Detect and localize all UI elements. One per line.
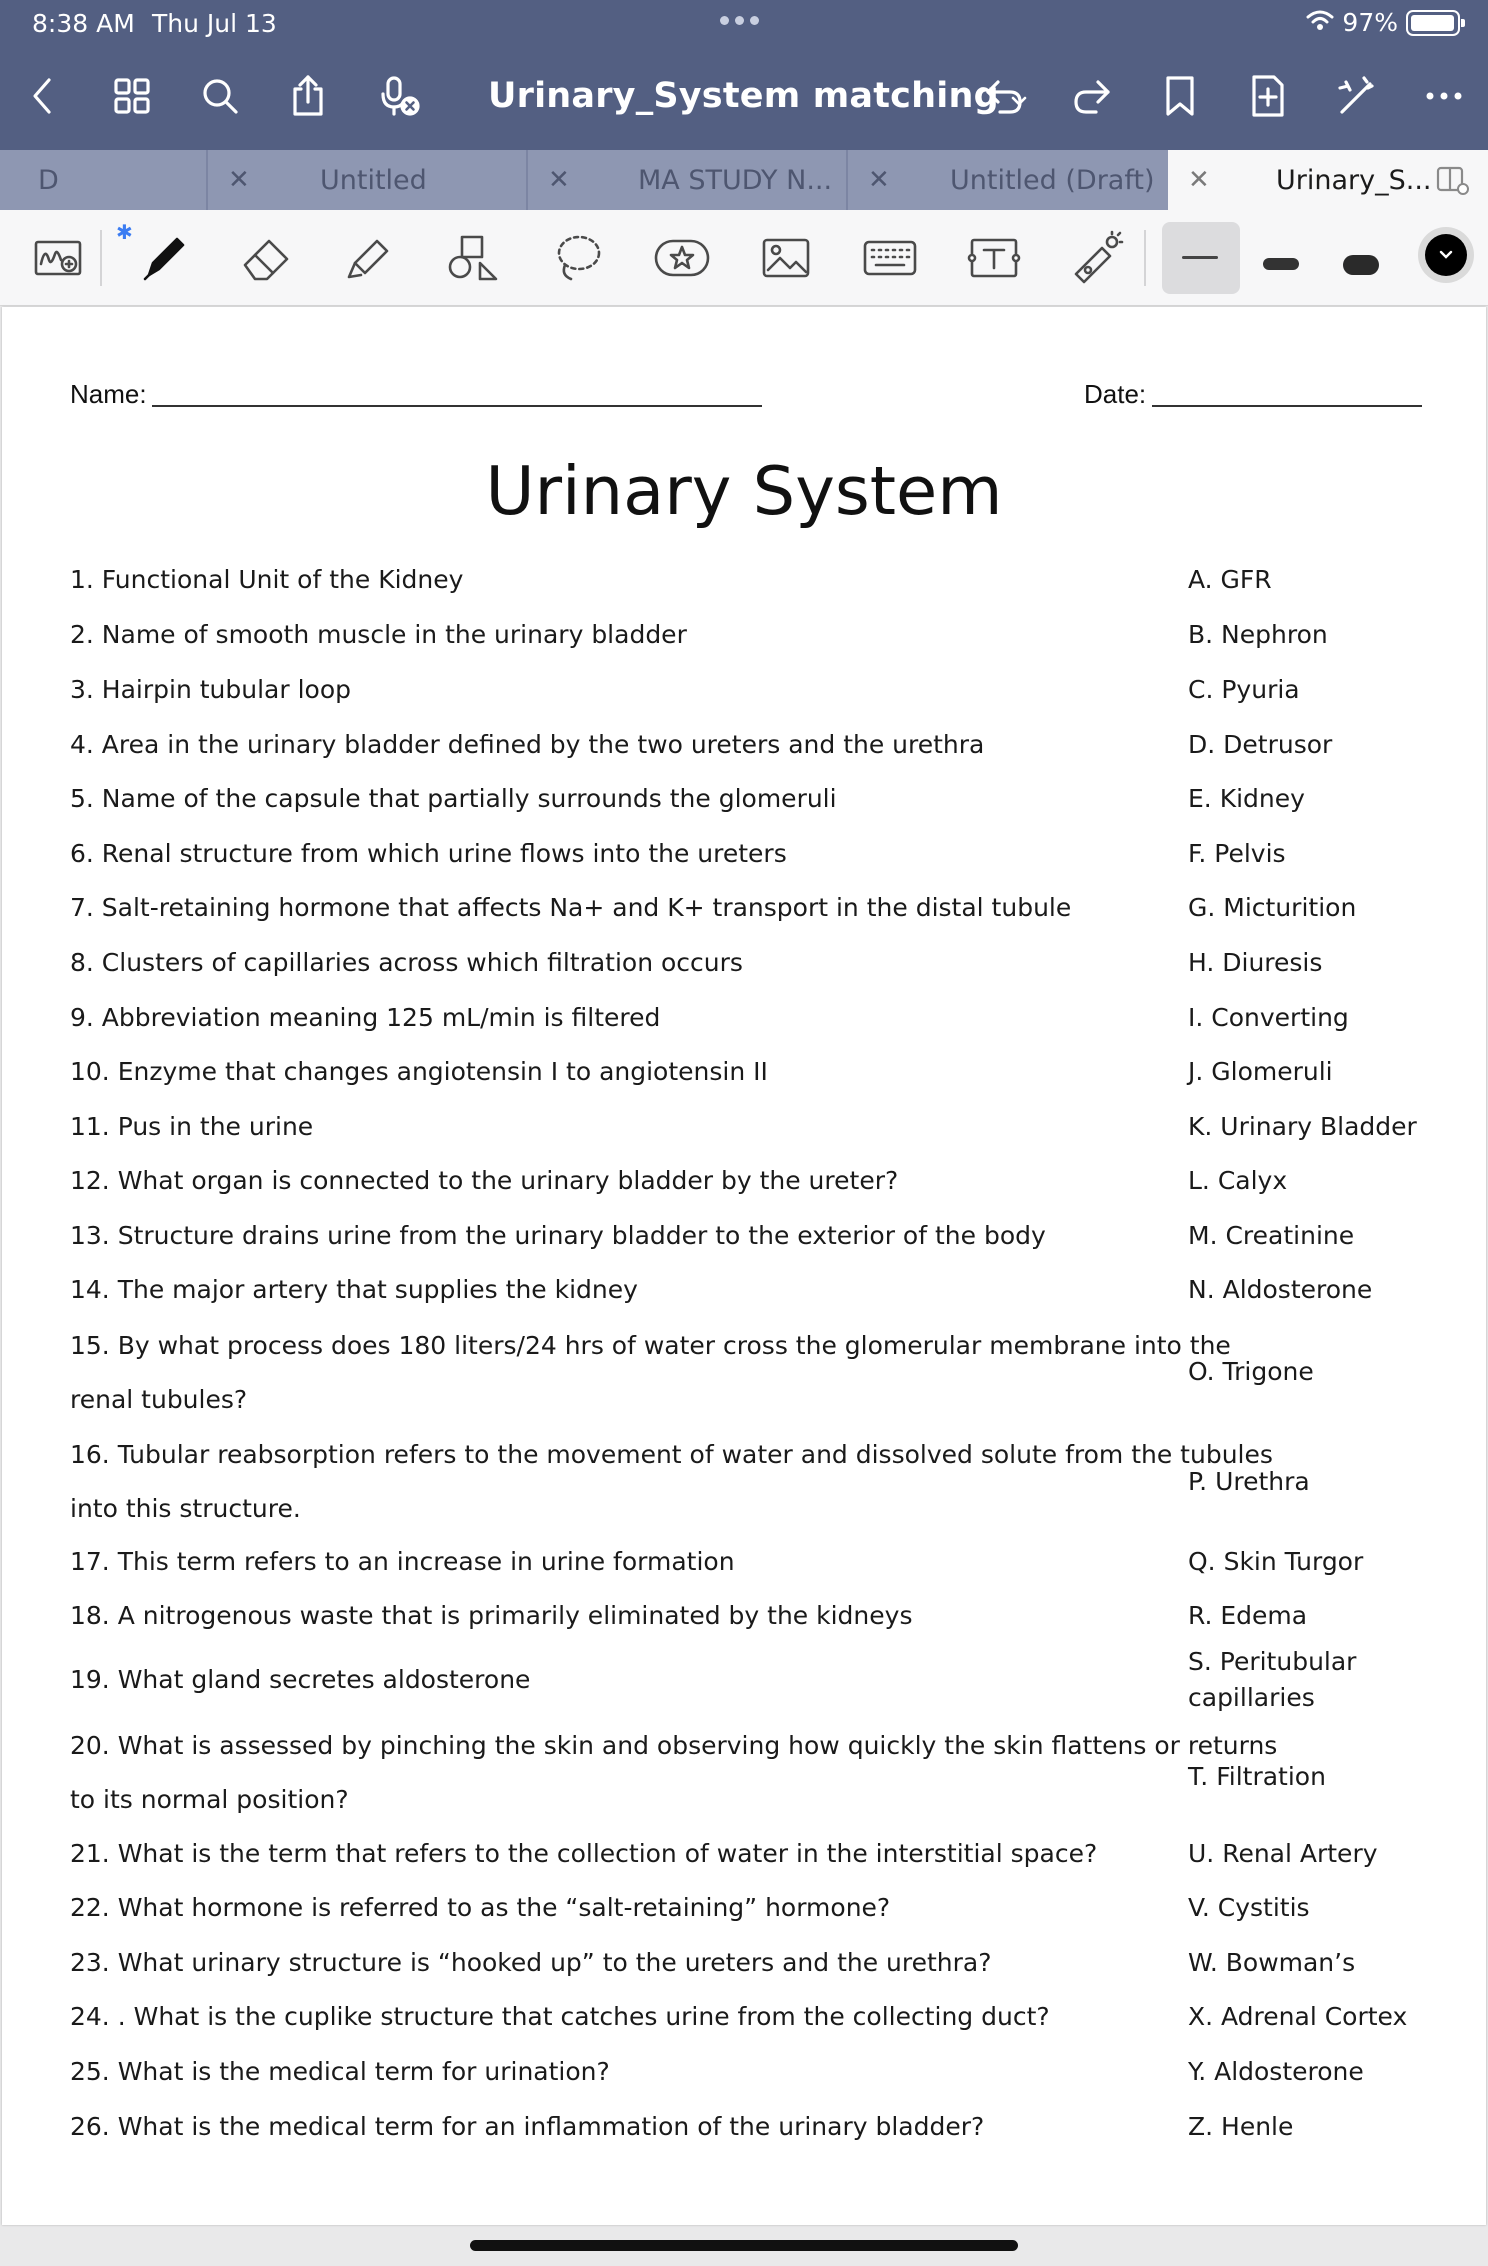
- eraser-icon[interactable]: [236, 228, 296, 288]
- tab-label: Urinary_S...: [1276, 164, 1432, 196]
- answer-item: N. Aldosterone: [1188, 1275, 1373, 1304]
- question-item: 24. . What is the cuplike structure that catches urine from the collecting duct?: [70, 2002, 1050, 2031]
- answer-item: Q. Skin Turgor: [1188, 1547, 1364, 1576]
- navigation-toolbar: [0, 56, 1488, 136]
- tab-ma-study-notes[interactable]: [528, 150, 846, 210]
- answer-item: C. Pyuria: [1188, 675, 1300, 704]
- tab-label: D: [38, 164, 59, 196]
- answer-item: T. Filtration: [1188, 1762, 1326, 1791]
- question-item: 9. Abbreviation meaning 125 mL/min is filtered: [70, 1003, 661, 1032]
- tab-label: Untitled (Draft): [950, 164, 1155, 196]
- search-icon[interactable]: [192, 68, 248, 124]
- handwriting-convert-icon[interactable]: [30, 228, 90, 288]
- bookmark-icon[interactable]: [1152, 68, 1208, 124]
- document-page[interactable]: [2, 307, 1486, 2225]
- bluetooth-icon: ✱: [116, 220, 133, 244]
- answer-item: X. Adrenal Cortex: [1188, 2002, 1408, 2031]
- add-page-icon[interactable]: [1240, 68, 1296, 124]
- question-item: 1. Functional Unit of the Kidney: [70, 565, 464, 594]
- share-icon[interactable]: [280, 68, 336, 124]
- answer-item: I. Converting: [1188, 1003, 1349, 1032]
- name-field-line[interactable]: [152, 405, 762, 407]
- lasso-icon[interactable]: [548, 228, 608, 288]
- back-icon[interactable]: [14, 68, 70, 124]
- redo-icon[interactable]: [1064, 68, 1120, 124]
- status-date: Thu Jul 13: [152, 9, 277, 38]
- close-icon[interactable]: ✕: [228, 165, 250, 195]
- question-item: 17. This term refers to an increase in urine formation: [70, 1547, 735, 1576]
- close-icon[interactable]: ✕: [1188, 165, 1210, 195]
- question-item: 25. What is the medical term for urination?: [70, 2057, 610, 2086]
- answer-item: L. Calyx: [1188, 1166, 1288, 1195]
- document-title-text: Urinary_System matching: [488, 76, 999, 116]
- close-icon[interactable]: ✕: [548, 165, 570, 195]
- split-view-icon[interactable]: [1436, 166, 1470, 203]
- question-item: 3. Hairpin tubular loop: [70, 675, 352, 704]
- status-right: [1306, 8, 1460, 37]
- answer-item-continued: capillaries: [1188, 1683, 1315, 1712]
- answer-item: D. Detrusor: [1188, 730, 1333, 759]
- question-item: 4. Area in the urinary bladder defined by the two ureters and the urethra: [70, 730, 985, 759]
- answer-item: E. Kidney: [1188, 784, 1305, 813]
- question-item: 7. Salt-retaining hormone that affects Na+ and K+ transport in the distal tubule: [70, 893, 1072, 922]
- question-item: 8. Clusters of capillaries across which filtration occurs: [70, 948, 743, 977]
- question-item: 20. What is assessed by pinching the skin and observing how quickly the skin flattens or returns: [70, 1731, 1278, 1760]
- drawing-toolbar: [0, 210, 1488, 306]
- answer-item: P. Urethra: [1188, 1467, 1310, 1496]
- answer-item: R. Edema: [1188, 1601, 1308, 1630]
- tab-label: MA STUDY N...: [638, 164, 833, 196]
- answer-item: F. Pelvis: [1188, 839, 1286, 868]
- tab-untitled[interactable]: [208, 150, 526, 210]
- answer-item: V. Cystitis: [1188, 1893, 1310, 1922]
- document-title[interactable]: [488, 72, 1027, 120]
- answer-item: U. Renal Artery: [1188, 1839, 1378, 1868]
- answer-item: Y. Aldosterone: [1188, 2057, 1364, 2086]
- question-item: 11. Pus in the urine: [70, 1112, 314, 1141]
- answer-item: A. GFR: [1188, 565, 1272, 594]
- question-item: 6. Renal structure from which urine flows into the ureters: [70, 839, 787, 868]
- question-item: 15. By what process does 180 liters/24 hrs of water cross the glomerular membrane into the: [70, 1331, 1231, 1360]
- home-indicator[interactable]: [470, 2240, 1018, 2251]
- answer-item: J. Glomeruli: [1188, 1057, 1333, 1086]
- question-item: 13. Structure drains urine from the urinary bladder to the exterior of the body: [70, 1221, 1046, 1250]
- keyboard-icon[interactable]: [860, 228, 920, 288]
- more-icon[interactable]: [1416, 68, 1472, 124]
- page-title: Urinary System: [485, 452, 1003, 530]
- question-item-continued: into this structure.: [70, 1494, 301, 1523]
- stroke-width-medium[interactable]: [1263, 258, 1299, 270]
- answer-item: Z. Henle: [1188, 2112, 1294, 2141]
- magic-icon[interactable]: [1328, 68, 1384, 124]
- status-time: 8:38 AM: [32, 9, 135, 38]
- tab-untitled-draft[interactable]: [848, 150, 1166, 210]
- pen-icon[interactable]: [134, 228, 194, 288]
- tab-urinary-system[interactable]: [1168, 150, 1488, 210]
- close-icon[interactable]: ✕: [868, 165, 890, 195]
- battery-percent: 97%: [1342, 8, 1398, 37]
- name-label: Name:: [70, 379, 147, 409]
- multitasking-dots[interactable]: [720, 16, 759, 25]
- color-picker[interactable]: [1418, 227, 1474, 283]
- question-item: 12. What organ is connected to the urinary bladder by the ureter?: [70, 1166, 899, 1195]
- question-item: 14. The major artery that supplies the kidney: [70, 1275, 638, 1304]
- answer-item: M. Creatinine: [1188, 1221, 1355, 1250]
- mic-off-icon[interactable]: [372, 68, 428, 124]
- wifi-icon: [1306, 8, 1334, 37]
- question-item: 16. Tubular reabsorption refers to the movement of water and dissolved solute from the tubules: [70, 1440, 1273, 1469]
- question-item: 23. What urinary structure is “hooked up” to the ureters and the urethra?: [70, 1948, 992, 1977]
- answer-item: H. Diuresis: [1188, 948, 1323, 977]
- sticker-icon[interactable]: [652, 228, 712, 288]
- question-item: 19. What gland secretes aldosterone: [70, 1665, 531, 1694]
- answer-item: S. Peritubular: [1188, 1647, 1357, 1676]
- question-item: 5. Name of the capsule that partially surrounds the glomeruli: [70, 784, 837, 813]
- battery-icon: [1406, 10, 1460, 36]
- answer-item: B. Nephron: [1188, 620, 1328, 649]
- tab-label: Untitled: [320, 164, 427, 196]
- question-item: 22. What hormone is referred to as the “salt-retaining” hormone?: [70, 1893, 891, 1922]
- stroke-width-thin[interactable]: [1162, 222, 1240, 294]
- question-item: 21. What is the term that refers to the collection of water in the interstitial space?: [70, 1839, 1098, 1868]
- undo-icon[interactable]: [976, 68, 1032, 124]
- date-label: Date:: [1084, 379, 1147, 409]
- answer-item: W. Bowman’s: [1188, 1948, 1356, 1977]
- question-item: 2. Name of smooth muscle in the urinary bladder: [70, 620, 687, 649]
- answer-item: K. Urinary Bladder: [1188, 1112, 1417, 1141]
- status-bar: [0, 0, 1488, 46]
- tab-d[interactable]: [0, 150, 206, 210]
- question-item-continued: to its normal position?: [70, 1785, 349, 1814]
- answer-item: O. Trigone: [1188, 1357, 1314, 1386]
- stroke-width-thick[interactable]: [1343, 255, 1379, 275]
- question-item: 26. What is the medical term for an inflammation of the urinary bladder?: [70, 2112, 985, 2141]
- question-item: 18. A nitrogenous waste that is primarily eliminated by the kidneys: [70, 1601, 913, 1630]
- grid-icon[interactable]: [104, 68, 160, 124]
- chevron-down-icon: [1425, 234, 1467, 276]
- question-item: 10. Enzyme that changes angiotensin I to angiotensin II: [70, 1057, 768, 1086]
- highlighter-icon[interactable]: [338, 228, 398, 288]
- laser-pointer-icon[interactable]: [1066, 228, 1126, 288]
- answer-item: G. Micturition: [1188, 893, 1357, 922]
- shapes-icon[interactable]: [444, 228, 504, 288]
- date-field-line[interactable]: [1152, 405, 1422, 407]
- question-item-continued: renal tubules?: [70, 1385, 248, 1414]
- tab-bar: [0, 150, 1488, 210]
- text-box-icon[interactable]: [964, 228, 1024, 288]
- image-icon[interactable]: [756, 228, 816, 288]
- top-chrome: [0, 0, 1488, 150]
